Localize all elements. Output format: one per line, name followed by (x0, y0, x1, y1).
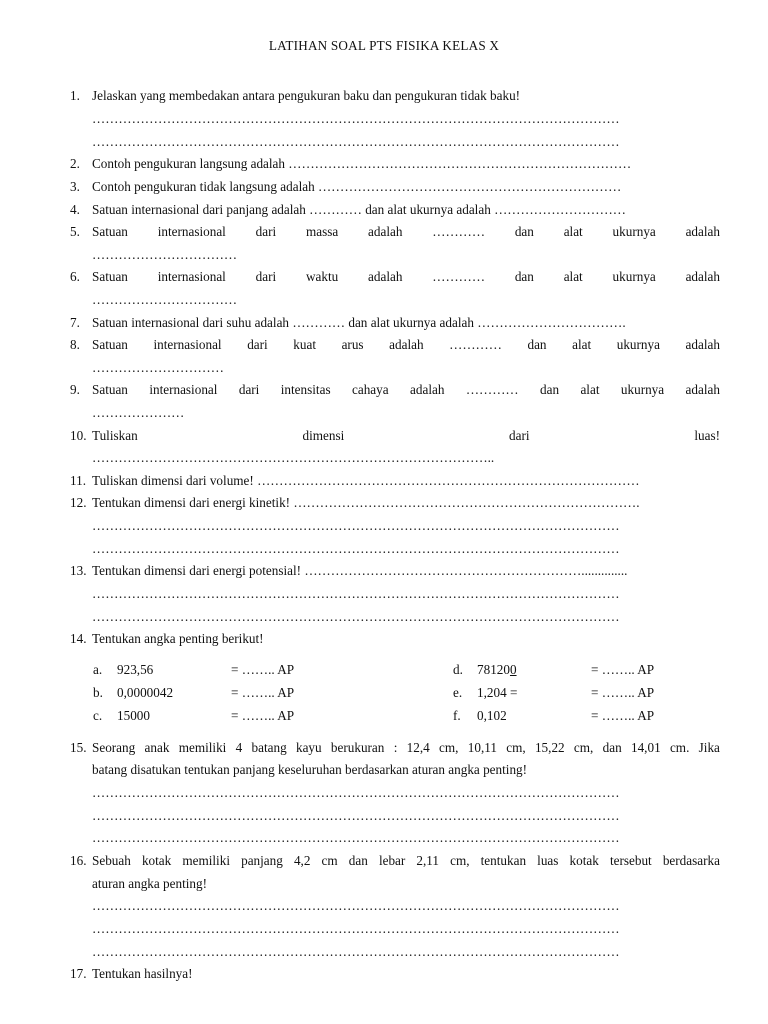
item-label: d. (453, 662, 463, 677)
q11-number: 11. (70, 473, 86, 488)
word: cm (321, 853, 338, 868)
word: cm, (439, 740, 459, 755)
answer-line: ………………………………………………………………………………………………………… (92, 808, 620, 823)
q5-text (92, 223, 720, 241)
word: adalah (685, 337, 720, 352)
page-title: LATIHAN SOAL PTS FISIKA KELAS X (268, 38, 500, 53)
word: kayu (295, 740, 322, 755)
word: 12,4 (406, 740, 430, 755)
word: memiliki (178, 740, 227, 755)
q8-text (92, 336, 720, 354)
word: Satuan (92, 382, 128, 397)
q5-number: 5. (70, 224, 80, 239)
q10-continuation: ……………………………………………………………………………….. (92, 450, 495, 465)
answer-line: ………………………………………………………………………………………………………… (92, 518, 620, 533)
q3-number: 3. (70, 179, 80, 194)
item-label: c. (93, 708, 103, 723)
word: dari (509, 428, 530, 443)
q17-number: 17. (70, 966, 87, 981)
word: dan (514, 269, 534, 284)
item-label: a. (93, 662, 103, 677)
word: ………… (465, 382, 519, 397)
q13-text: Tentukan dimensi dari energi potensial! ……………………………………………………….............. (92, 563, 628, 578)
q1-text: Jelaskan yang membedakan antara pengukuran baku dan pengukuran tidak baku! (92, 88, 521, 103)
q2-number: 2. (70, 156, 80, 171)
word: dan (540, 382, 560, 397)
q10-text (92, 427, 720, 445)
q17-text: Tentukan hasilnya! (92, 966, 193, 981)
word: cm, (573, 740, 594, 755)
word: internasional (149, 382, 218, 397)
word: adalah (685, 224, 720, 239)
item-answer: = …….. AP (231, 662, 295, 677)
word: dimensi (302, 428, 345, 443)
word: cm. (669, 740, 690, 755)
item-value: 923,56 (117, 662, 154, 677)
word: dari (255, 224, 277, 239)
word: adalah (368, 269, 403, 284)
answer-line: ………………………………………………………………………………………………………… (92, 111, 620, 126)
q9-text (92, 381, 720, 399)
item-value: 0,0000042 (117, 685, 174, 700)
word: adalah (685, 269, 720, 284)
word: Satuan (92, 337, 128, 352)
word: kuat (293, 337, 316, 352)
word: batang (251, 740, 287, 755)
answer-line: ………………………………………………………………………………………………………… (92, 134, 620, 149)
q14-number: 14. (70, 631, 87, 646)
word: ………… (449, 337, 502, 352)
q3-text: Contoh pengukuran tidak langsung adalah …………………………………………………………… (92, 179, 622, 194)
word: ukurnya (612, 224, 656, 239)
word: lebar (378, 853, 406, 868)
word: massa (305, 224, 339, 239)
word: alat (572, 337, 592, 352)
word: luas (537, 853, 559, 868)
word: luas! (694, 428, 720, 443)
word: Jika (698, 740, 720, 755)
answer-line: ………………………………………………………………………………………………………… (92, 830, 620, 845)
word: internasional (157, 269, 226, 284)
word: dan (527, 337, 547, 352)
word: 2,11 (416, 853, 439, 868)
q15-continuation: batang disatukan tentukan panjang keseluruhan berdasarkan aturan angka penting! (92, 762, 528, 777)
word: ukurnya (612, 269, 656, 284)
q6-continuation: …………………………… (92, 292, 238, 307)
q5-continuation: …………………………… (92, 247, 238, 262)
answer-line: ………………………………………………………………………………………………………… (92, 785, 620, 800)
word: Tuliskan (92, 428, 138, 443)
item-answer: = …….. AP (231, 685, 295, 700)
word: 4 (235, 740, 243, 755)
q12-number: 12. (70, 495, 87, 510)
word: adalah (685, 382, 720, 397)
q2-text: Contoh pengukuran langsung adalah …………………………………………………………………… (92, 156, 632, 171)
word: memiliki (182, 853, 230, 868)
q16-text (92, 852, 720, 870)
item-answer: = …….. AP (591, 708, 655, 723)
word: Satuan (92, 224, 128, 239)
q11-text: Tuliskan dimensi dari volume! …………………………………………………………………………… (92, 473, 640, 488)
q6-text (92, 268, 720, 286)
q6-number: 6. (70, 269, 80, 284)
word: internasional (153, 337, 222, 352)
q8-number: 8. (70, 337, 80, 352)
word: waktu (305, 269, 339, 284)
q9-continuation: ………………… (92, 405, 185, 420)
word: 10,11 (467, 740, 497, 755)
word: alat (580, 382, 600, 397)
word: dari (238, 382, 260, 397)
word: Satuan (92, 269, 128, 284)
q16-continuation: aturan angka penting! (92, 876, 207, 891)
word: cahaya (352, 382, 389, 397)
word: adalah (389, 337, 424, 352)
word: Sebuah (92, 853, 131, 868)
q1-number: 1. (70, 88, 80, 103)
q12-text: Tentukan dimensi dari energi kinetik! ……………………………………………………………………. (92, 495, 640, 510)
word: berdasarka (662, 853, 720, 868)
word: 15,22 (534, 740, 565, 755)
q13-number: 13. (70, 563, 87, 578)
answer-line: ………………………………………………………………………………………………………… (92, 921, 620, 936)
word: : (393, 740, 398, 755)
item-value: 0,102 (477, 708, 507, 723)
q4-text: Satuan internasional dari panjang adalah ………… dan alat ukurnya adalah ………………………… (92, 202, 626, 217)
item-answer: = …….. AP (591, 685, 655, 700)
q10-number: 10. (70, 428, 87, 443)
word: alat (563, 269, 583, 284)
answer-line: ………………………………………………………………………………………………………… (92, 586, 620, 601)
item-answer: = …….. AP (591, 662, 655, 677)
word: tersebut (609, 853, 652, 868)
q7-text: Satuan internasional dari suhu adalah ………… dan alat ukurnya adalah ……………………………. (92, 315, 626, 330)
q16-number: 16. (70, 853, 87, 868)
item-label: f. (453, 708, 461, 723)
item-value: 781200 (477, 662, 517, 677)
word: ukurnya (616, 337, 660, 352)
word: cm, (506, 740, 526, 755)
word: ………… (432, 224, 486, 239)
q8-continuation: ………………………… (92, 360, 224, 375)
word: tentukan (480, 853, 527, 868)
word: cm, (450, 853, 470, 868)
word: alat (563, 224, 583, 239)
word: Seorang (92, 740, 136, 755)
word: arus (341, 337, 364, 352)
answer-line: ………………………………………………………………………………………………………… (92, 609, 620, 624)
q15-text (92, 739, 720, 757)
item-value: 1,204 = (477, 685, 518, 700)
word: 14,01 (630, 740, 661, 755)
word: berukuran (330, 740, 385, 755)
word: kotak (141, 853, 172, 868)
word: anak (144, 740, 170, 755)
q4-number: 4. (70, 202, 80, 217)
q14-text: Tentukan angka penting berikut! (92, 631, 264, 646)
q15-number: 15. (70, 740, 87, 755)
word: adalah (410, 382, 445, 397)
word: intensitas (280, 382, 331, 397)
word: dan (514, 224, 534, 239)
word: dari (247, 337, 268, 352)
word: panjang (241, 853, 283, 868)
word: kotak (569, 853, 599, 868)
word: dari (255, 269, 277, 284)
word: adalah (368, 224, 403, 239)
word: ………… (432, 269, 486, 284)
word: 4,2 (293, 853, 311, 868)
word: dan (602, 740, 622, 755)
q7-number: 7. (70, 315, 80, 330)
item-label: e. (453, 685, 463, 700)
answer-line: ………………………………………………………………………………………………………… (92, 541, 620, 556)
item-value: 15000 (117, 708, 150, 723)
answer-line: ………………………………………………………………………………………………………… (92, 898, 620, 913)
answer-line: ………………………………………………………………………………………………………… (92, 944, 620, 959)
word: dan (348, 853, 368, 868)
q9-number: 9. (70, 382, 80, 397)
item-answer: = …….. AP (231, 708, 295, 723)
word: ukurnya (620, 382, 665, 397)
word: internasional (157, 224, 226, 239)
item-label: b. (93, 685, 103, 700)
